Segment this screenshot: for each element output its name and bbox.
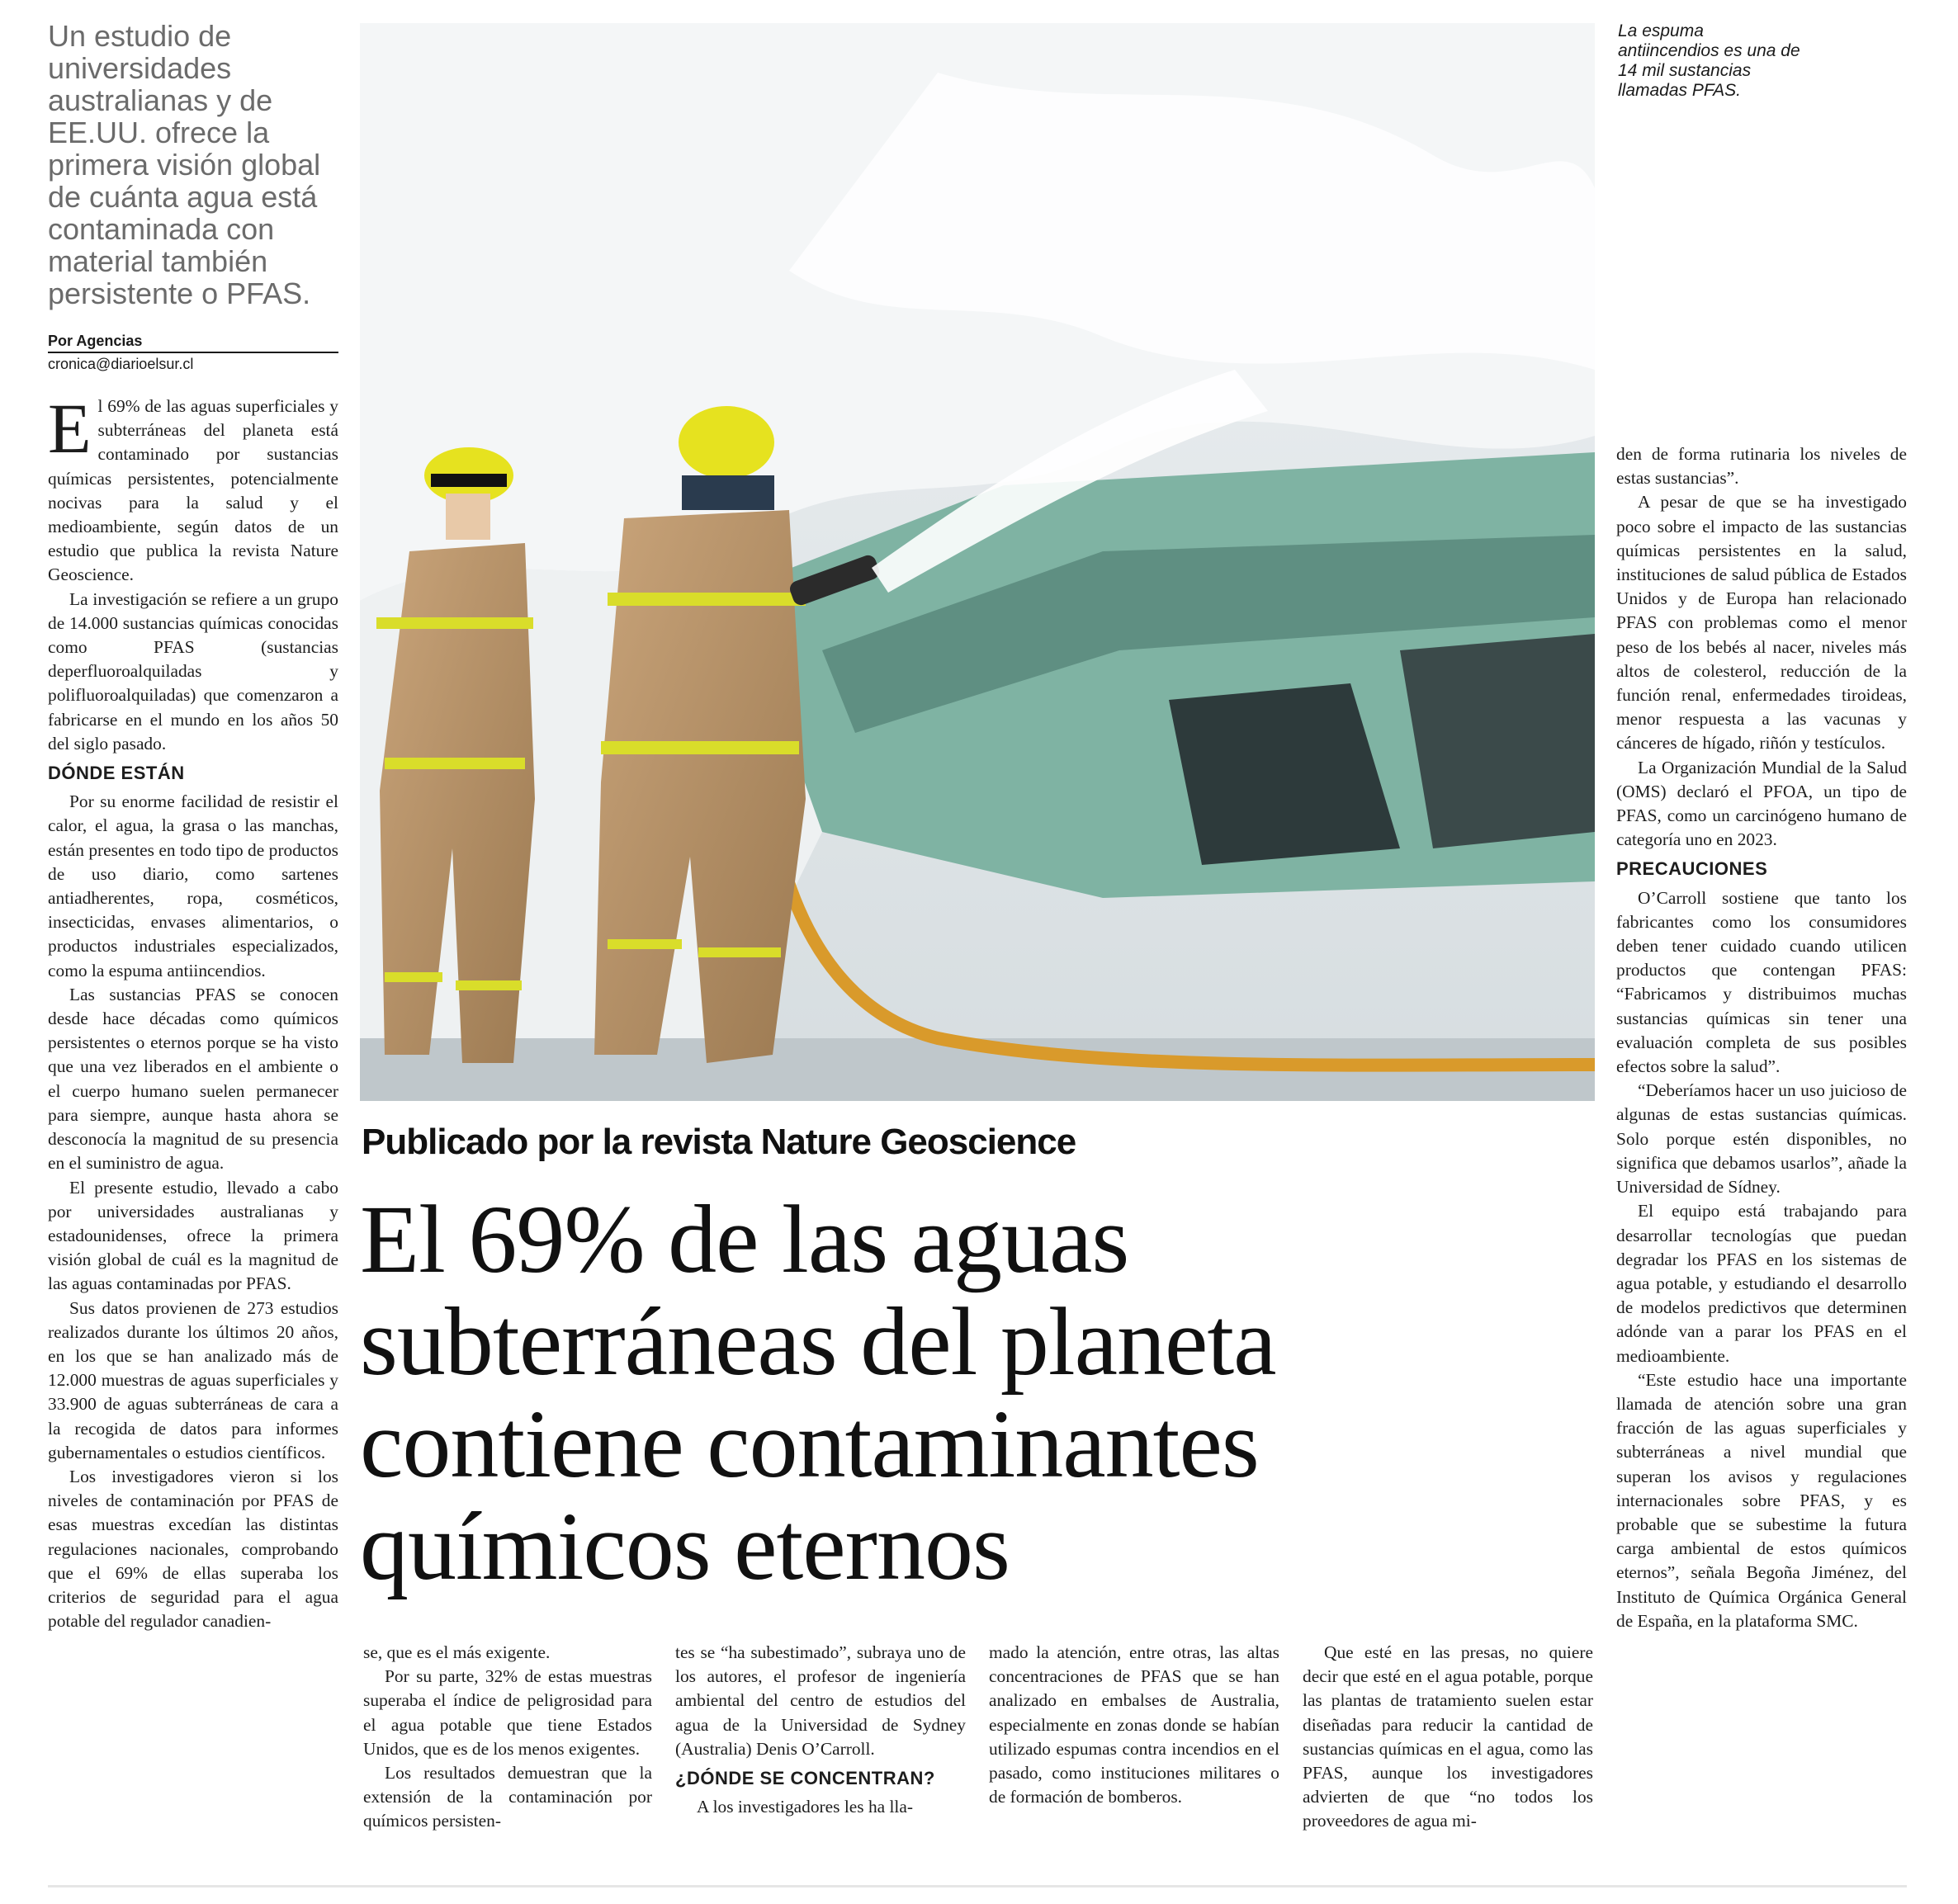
- paragraph-text: l 69% de las aguas superficiales y subterráneas del planeta está contaminado por sustancias químicas persistentes, potencialmente nocivas para la salud y el medioambiente, según datos de un estudio que publica la revista Nature Geoscience.: [48, 396, 338, 585]
- drop-cap: E: [48, 395, 92, 468]
- paragraph: Por su parte, 32% de estas muestras superaba el índice de peligrosidad para el agua potable que tiene Estados Unidos, que es de los menos exigentes.: [363, 1666, 652, 1759]
- paragraph: se, que es el más exigente.: [363, 1642, 551, 1662]
- paragraph: La investigación se refiere a un grupo de 14.000 sustancias químicas conocidas como PFAS (sustancias deperfluoroalquiladas y polifluoroalquiladas) que comenzaron a fabricarse en el mundo en los años 50 del siglo pasado.: [48, 588, 338, 754]
- paragraph: Sus datos provienen de 273 estudios realizados durante los últimos 20 años, en los que se han analizado más de 12.000 muestras de aguas superficiales y 33.900 de aguas subterráneas de cara a la recogida de datos para informes gubernamentales o estudios científicos.: [48, 1297, 338, 1462]
- paragraph: A los investigadores les ha lla-: [697, 1797, 913, 1817]
- kicker: Publicado por la revista Nature Geoscience: [362, 1122, 1076, 1162]
- paragraph: “Deberíamos hacer un uso juicioso de algunas de estas sustancias químicas. Solo porque estén disponibles, no significa que debamos usarlos”, añade la Universidad de Sídney.: [1616, 1080, 1907, 1198]
- section-heading: DÓNDE ESTÁN: [48, 763, 185, 784]
- body-column-1: [48, 395, 338, 1872]
- paragraph: A pesar de que se ha investigado poco sobre el impacto de las sustancias químicas persistentes en la salud, instituciones de salud pública de Estados Unidos y de Europa han relacionado PFAS con problemas como el menor peso de los bebés al nacer, niveles más altos de colesterol, reducción de la función renal, enfermedades tiroideas, menor respuesta a las vacunas y cánceres de hígado, riñón y testículos.: [1616, 492, 1907, 754]
- body-column-2: [363, 1641, 652, 1880]
- paragraph: “Este estudio hace una importante llamada de atención sobre una gran fracción de las aguas superficiales y subterráneas a nivel mundial que superan los avisos y regulaciones internacionales sobre PFAS, y es probable que se subestime la futura carga ambiental de estos químicos eternos”, señala Begoña Jiménez, del Instituto de Química Orgánica General de España, en la plataforma SMC.: [1616, 1369, 1907, 1631]
- paragraph: mado la atención, entre otras, las altas concentraciones de PFAS que se han analizado en embalses de Australia, especialmente en zonas donde se habían utilizado espumas contra incendios en el pasado, como instituciones militares o de formación de bomberos.: [989, 1642, 1279, 1807]
- footer-rule: [48, 1885, 1907, 1887]
- byline-email: cronica@diarioelsur.cl: [48, 356, 194, 372]
- paragraph: Por su enorme facilidad de resistir el calor, el agua, la grasa o las manchas, están presentes en todo tipo de productos de uso diario, como sartenes antiadherentes, ropa, cosméticos, insecticidas, envases alimentarios, o productos industriales especializados, como la espuma antiincendios.: [48, 791, 338, 980]
- paragraph: den de forma rutinaria los niveles de estas sustancias”.: [1616, 444, 1907, 489]
- byline: [48, 332, 338, 373]
- paragraph: Los resultados demuestran que la extensión de la contaminación por químicos persisten-: [363, 1763, 652, 1831]
- paragraph: Las sustancias PFAS se conocen desde hace décadas como químicos persistentes o eternos porque se ha visto que una vez liberados en el ambiente o el cuerpo humano suelen permanecer para siempre, aunque hasta ahora se desconocía la magnitud de su presencia en el suministro de agua.: [48, 984, 338, 1174]
- paragraph: Los investigadores vieron si los niveles de contaminación por PFAS de esas muestras excedían las distintas regulaciones nacionales, comprobando que el 69% de ellas superaba los criterios de seguridad para el agua potable del regulador canadien-: [48, 1466, 338, 1632]
- paragraph: tes se “ha subestimado”, subraya uno de los autores, el profesor de ingeniería ambiental del centro de estudios del agua de la Universidad de Sydney (Australia) Denis O’Carroll.: [675, 1642, 966, 1759]
- paragraph: El presente estudio, llevado a cabo por universidades australianas y estadounidenses, ofrece la primera visión global de cuál es la magnitud de las aguas contaminadas por PFAS.: [48, 1177, 338, 1294]
- paragraph: [48, 395, 338, 588]
- section-heading: PRECAUCIONES: [1616, 858, 1768, 880]
- firefighters-foam-photo: [360, 23, 1595, 1101]
- photo-caption: La espuma antiincendios es una de 14 mil sustancias llamadas PFAS.: [1618, 21, 1800, 100]
- paragraph: La Organización Mundial de la Salud (OMS) declaró el PFOA, un tipo de PFAS, como un carcinógeno humano de categoría uno en 2023.: [1616, 757, 1907, 850]
- body-column-6: [1616, 442, 1907, 1880]
- section-heading: ¿DÓNDE SE CONCENTRAN?: [675, 1768, 935, 1789]
- body-column-3: [675, 1641, 966, 1880]
- body-column-5: [1303, 1641, 1593, 1880]
- byline-author: Por Agencias: [48, 332, 338, 353]
- article-deck: Un estudio de universidades australianas y de EE.UU. ofrece la primera visión global de cuánta agua está contaminada con material también persistente o PFAS.: [48, 19, 321, 310]
- paragraph: Que esté en las presas, no quiere decir que esté en el agua potable, porque las plantas de tratamiento suelen estar diseñadas para reducir la cantidad de sustancias químicas en el agua, como las PFAS, aunque los investigadores advierten de que “no todos los proveedores de agua mi-: [1303, 1642, 1593, 1831]
- paragraph: O’Carroll sostiene que tanto los fabricantes como los consumidores deben tener cuidado cuando utilicen productos que contengan PFAS: “Fabricamos y distribuimos muchas sustancias químicas sin tener una evaluación completa de sus posibles efectos sobre la salud”.: [1616, 887, 1907, 1077]
- headline: El 69% de las aguas subterráneas del planeta contiene contaminantes químicos eternos: [360, 1185, 1276, 1600]
- body-column-4: [989, 1641, 1279, 1880]
- paragraph: El equipo está trabajando para desarrollar tecnologías que puedan degradar los PFAS en los sistemas de agua potable, y estudiando el desarrollo de modelos predictivos que determinen adónde van a parar los PFAS en el medioambiente.: [1616, 1201, 1907, 1366]
